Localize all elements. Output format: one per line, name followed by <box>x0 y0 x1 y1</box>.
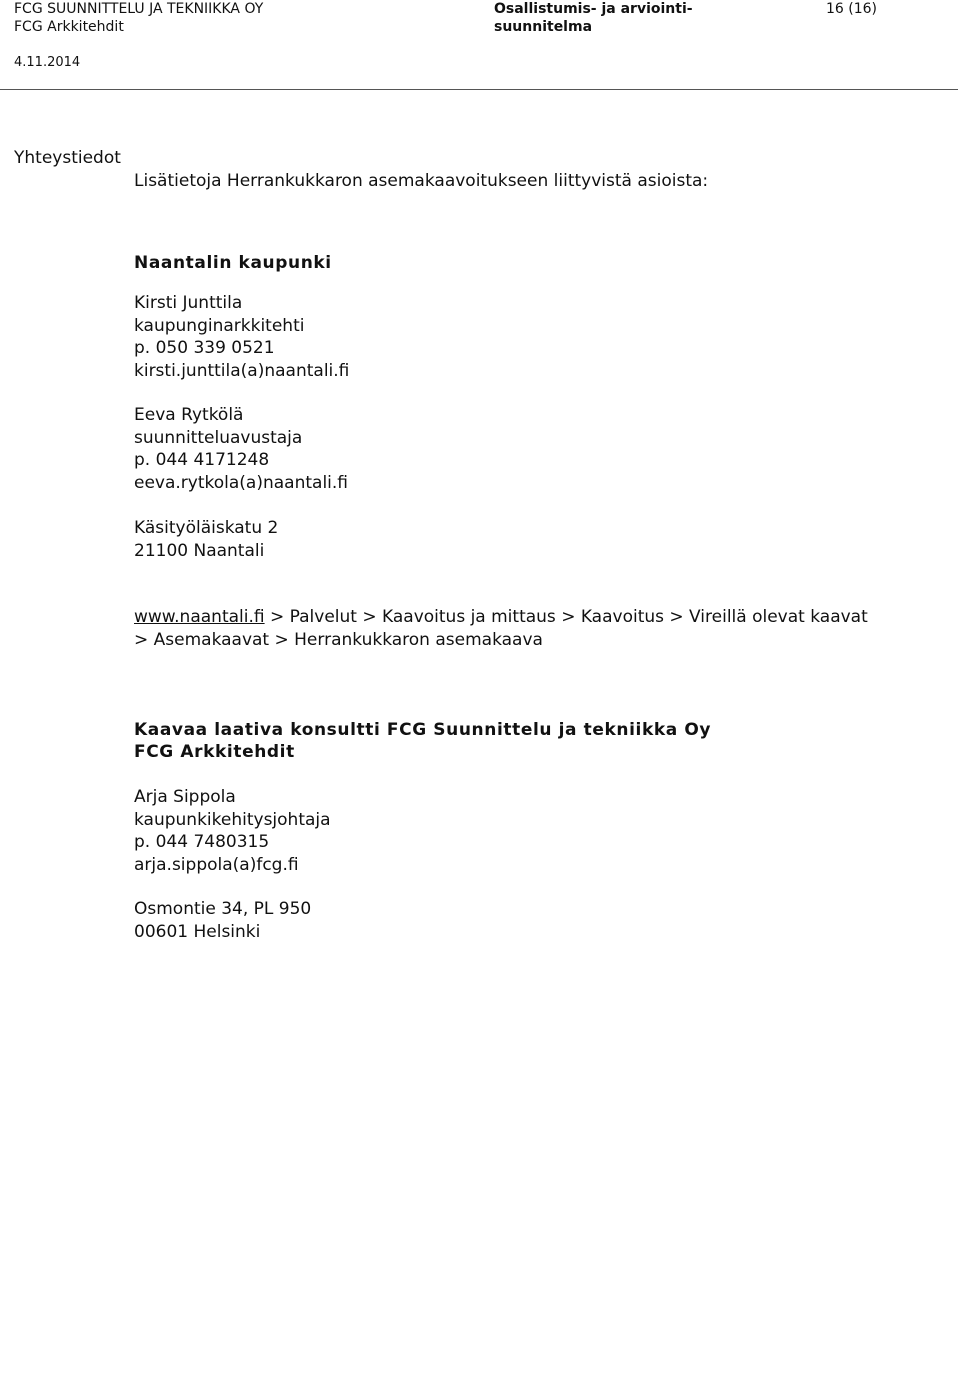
contact-phone: p. 044 4171248 <box>134 450 270 470</box>
header-doc-title-line2: suunnitelma <box>494 19 593 35</box>
contact-email: kirsti.junttila(a)naantali.fi <box>134 360 350 381</box>
web-path-text: > Palvelut > Kaavoitus ja mittaus > Kaavoitus > Vireillä olevat kaavat <box>264 607 868 627</box>
web-path-line2: > Asemakaavat > Herrankukkaron asemakaava <box>134 630 543 650</box>
header-company <box>14 0 263 36</box>
intro-text: Lisätietoja Herrankukkaron asemakaavoitukseen liittyvistä asioista: <box>134 171 709 191</box>
contact-name: Arja Sippola <box>134 787 236 807</box>
contact-kirsti-junttila <box>134 292 349 382</box>
consultant-heading: Kaavaa laativa konsultti FCG Suunnittelu ja tekniikka Oy <box>134 720 712 740</box>
naantali-website-link[interactable]: www.naantali.fi <box>134 607 265 627</box>
contact-phone: p. 044 7480315 <box>134 832 270 852</box>
naantali-address <box>134 517 278 562</box>
contact-name: Kirsti Junttila <box>134 293 243 313</box>
contact-email: eeva.rytkola(a)naantali.fi <box>134 472 349 493</box>
contact-name: Eeva Rytkölä <box>134 405 244 425</box>
contact-email: arja.sippola(a)fcg.fi <box>134 854 299 875</box>
header-doc-title-line1: Osallistumis- ja arviointi- <box>494 1 693 17</box>
contact-title: kaupunkikehitysjohtaja <box>134 809 331 830</box>
contact-title: kaupunginarkkitehti <box>134 315 305 336</box>
address-city: 21100 Naantali <box>134 540 265 561</box>
address-street: Käsityöläiskatu 2 <box>134 518 279 538</box>
address-street: Osmontie 34, PL 950 <box>134 899 312 919</box>
contact-arja-sippola <box>134 786 331 876</box>
address-city: 00601 Helsinki <box>134 921 261 942</box>
contact-phone: p. 050 339 0521 <box>134 338 275 358</box>
section-title: Yhteystiedot <box>14 148 121 168</box>
header-date: 4.11.2014 <box>14 55 81 70</box>
contact-title: suunnitteluavustaja <box>134 427 303 448</box>
consultant-address <box>134 898 311 943</box>
contact-eeva-rytkola <box>134 404 348 494</box>
header-page-number: 16 (16) <box>826 1 878 17</box>
web-path-line1 <box>134 606 868 629</box>
header-company-unit: FCG Arkkitehdit <box>14 19 124 35</box>
header-divider <box>0 89 958 90</box>
header-doc-title <box>494 0 693 36</box>
consultant-unit: FCG Arkkitehdit <box>134 742 295 762</box>
naantali-heading: Naantalin kaupunki <box>134 253 332 273</box>
header-company-name: FCG SUUNNITTELU JA TEKNIIKKA OY <box>14 1 264 17</box>
